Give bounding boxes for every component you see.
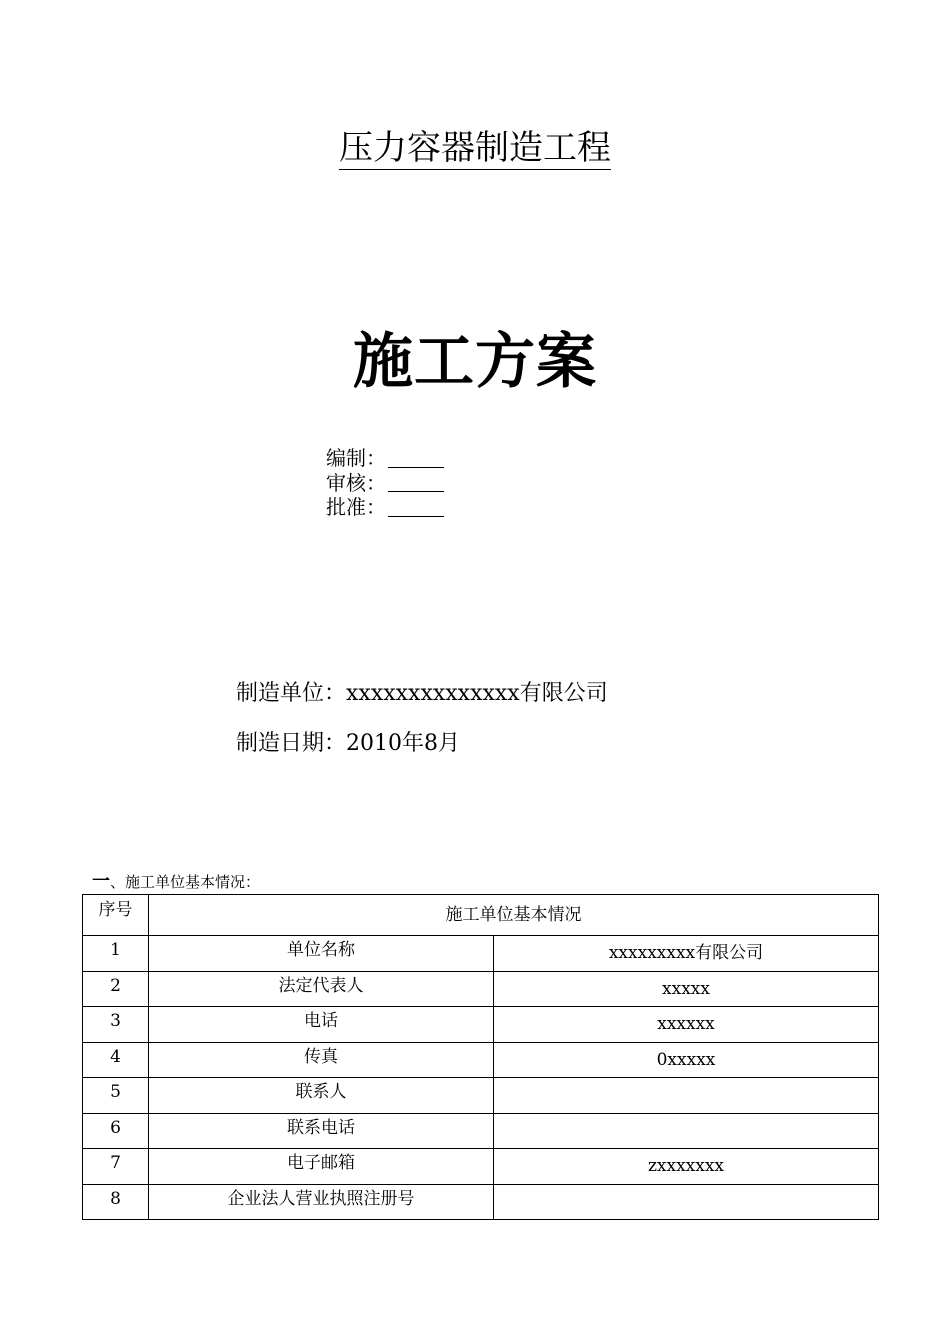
contractor-info-table — [82, 894, 879, 1220]
table-row — [83, 1149, 879, 1185]
table-row — [83, 1113, 879, 1149]
value-cell — [494, 1184, 879, 1220]
item-cell: 单位名称 — [149, 936, 494, 972]
table-row — [83, 1042, 879, 1078]
item-cell: 电子邮箱 — [149, 1149, 494, 1185]
item-cell: 电话 — [149, 1007, 494, 1043]
seq-cell: 3 — [83, 1007, 149, 1043]
table-row — [83, 936, 879, 972]
table-row — [83, 971, 879, 1007]
table-row — [83, 1184, 879, 1220]
item-cell: 传真 — [149, 1042, 494, 1078]
project-title — [0, 126, 950, 170]
value-cell: xxxxxx — [494, 1007, 879, 1043]
seq-cell: 2 — [83, 971, 149, 1007]
seq-cell: 1 — [83, 936, 149, 972]
section-number: 一 — [92, 871, 110, 892]
manufacturing-unit: 制造单位：xxxxxxxxxxxxxx有限公司 — [236, 681, 608, 706]
table-row — [83, 1078, 879, 1114]
signoff-label: 批准： — [326, 495, 386, 519]
section-title: 、施工单位基本情况： — [110, 873, 261, 891]
signoff-row-review — [326, 471, 444, 496]
project-title-text: 压力容器制造工程 — [339, 128, 611, 168]
seq-cell: 6 — [83, 1113, 149, 1149]
item-cell: 联系电话 — [149, 1113, 494, 1149]
manufacturing-date: 制造日期：2010年8月 — [236, 731, 460, 756]
seq-cell: 5 — [83, 1078, 149, 1114]
signoff-blank-line — [388, 471, 444, 492]
item-cell: 法定代表人 — [149, 971, 494, 1007]
table-row — [83, 1007, 879, 1043]
item-cell: 企业法人营业执照注册号 — [149, 1184, 494, 1220]
signoff-blank-line — [388, 447, 444, 468]
seq-cell: 7 — [83, 1149, 149, 1185]
value-cell: xxxxxxxxx有限公司 — [494, 936, 879, 972]
signoff-label: 审核： — [326, 470, 386, 495]
signoff-block — [326, 446, 444, 520]
seq-cell: 8 — [83, 1184, 149, 1220]
section-heading — [92, 872, 260, 892]
signoff-row-approve — [326, 495, 444, 520]
value-cell: xxxxx — [494, 971, 879, 1007]
signoff-row-compile — [326, 446, 444, 471]
document-title: 施工方案 — [353, 327, 597, 397]
table-header-row — [83, 895, 879, 936]
header-title-cell: 施工单位基本情况 — [149, 895, 879, 936]
seq-cell: 4 — [83, 1042, 149, 1078]
value-cell — [494, 1078, 879, 1114]
header-seq-cell: 序号 — [83, 895, 149, 936]
item-cell: 联系人 — [149, 1078, 494, 1114]
value-cell — [494, 1113, 879, 1149]
signoff-blank-line — [388, 496, 444, 517]
value-cell: 0xxxxx — [494, 1042, 879, 1078]
value-cell: zxxxxxxx — [494, 1149, 879, 1185]
signoff-label: 编制： — [326, 446, 386, 470]
